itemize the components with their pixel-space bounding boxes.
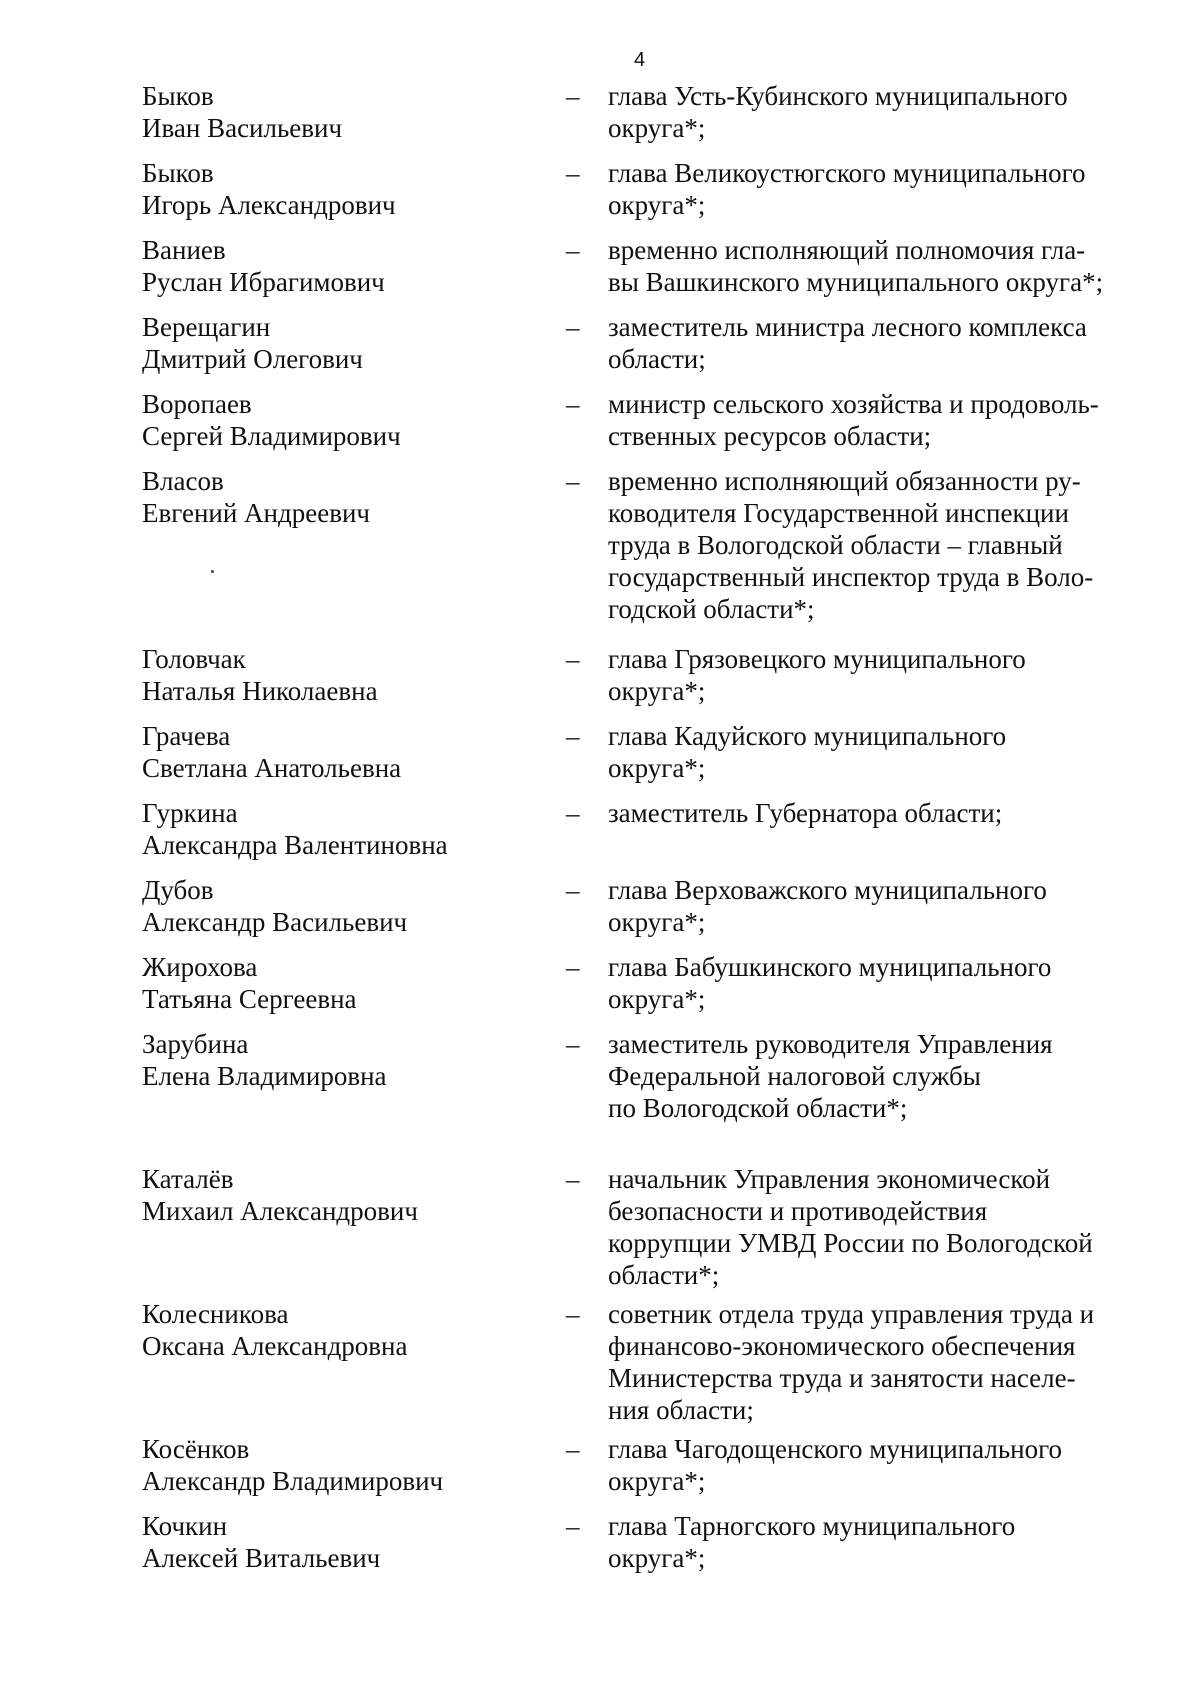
entry-dash: –: [566, 1434, 580, 1464]
member-role: [608, 80, 1148, 144]
scan-speck: [211, 570, 214, 573]
member-given-names: Александр Владимирович: [142, 1466, 444, 1496]
member-role: [608, 1028, 1148, 1124]
member-given-names: Александра Валентиновна: [142, 830, 448, 860]
member-name: [142, 874, 582, 938]
member-role-line: округа*;: [608, 190, 706, 220]
member-role: [608, 234, 1148, 298]
entry-dash: –: [566, 312, 580, 342]
member-surname: Кочкин: [142, 1511, 228, 1541]
entry-dash: –: [566, 389, 580, 419]
member-role: [608, 797, 1148, 829]
entry-dash: –: [566, 81, 580, 111]
member-role-line: Министерства труда и занятости населе-: [608, 1363, 1076, 1393]
member-role: [608, 951, 1148, 1015]
member-name: [142, 80, 582, 144]
member-role: [608, 643, 1148, 707]
member-surname: Верещагин: [142, 312, 271, 342]
entry-dash: –: [566, 798, 580, 828]
member-role-line: глава Верховажского муниципального: [608, 875, 1047, 905]
member-role-line: ственных ресурсов области;: [608, 421, 932, 451]
member-surname: Власов: [142, 466, 224, 496]
member-role-line: глава Великоустюгского муниципального: [608, 158, 1086, 188]
member-given-names: Алексей Витальевич: [142, 1543, 381, 1573]
member-role-line: глава Тарногского муниципального: [608, 1511, 1016, 1541]
member-role-line: глава Бабушкинского муниципального: [608, 952, 1052, 982]
page-number: 4: [634, 49, 646, 71]
entry-dash: –: [566, 1511, 580, 1541]
member-surname: Быков: [142, 81, 214, 111]
entry-dash: –: [566, 875, 580, 905]
member-role: [608, 1298, 1148, 1426]
member-role-line: труда в Вологодской области – главный: [608, 530, 1063, 560]
member-given-names: Александр Васильевич: [142, 907, 408, 937]
member-role-line: начальник Управления экономической: [608, 1164, 1051, 1194]
entry-dash: –: [566, 644, 580, 674]
member-given-names: Светлана Анатольевна: [142, 753, 402, 783]
member-role: [608, 311, 1148, 375]
member-name: [142, 1433, 582, 1497]
member-role-line: Федеральной налоговой службы: [608, 1061, 981, 1091]
member-surname: Гуркина: [142, 798, 238, 828]
member-surname: Быков: [142, 158, 214, 188]
member-role-line: глава Усть-Кубинского муниципального: [608, 81, 1068, 111]
member-name: [142, 1028, 582, 1092]
member-role-line: заместитель Губернатора области;: [608, 798, 1003, 828]
member-surname: Косёнков: [142, 1434, 250, 1464]
member-name: [142, 1298, 582, 1362]
member-name: [142, 643, 582, 707]
member-role-line: округа*;: [608, 984, 706, 1014]
member-given-names: Оксана Александровна: [142, 1331, 408, 1361]
member-given-names: Елена Владимировна: [142, 1061, 387, 1091]
member-role-line: советник отдела труда управления труда и: [608, 1299, 1095, 1329]
member-role-line: глава Кадуйского муниципального: [608, 721, 1007, 751]
entry-dash: –: [566, 721, 580, 751]
member-name: [142, 797, 582, 861]
entry-dash: –: [566, 1164, 580, 1194]
member-name: [142, 311, 582, 375]
member-role-line: временно исполняющий полномочия гла-: [608, 235, 1086, 265]
member-surname: Жирохова: [142, 952, 258, 982]
member-role-line: округа*;: [608, 1543, 706, 1573]
member-role-line: округа*;: [608, 907, 706, 937]
member-role: [608, 1163, 1148, 1291]
member-role-line: округа*;: [608, 1466, 706, 1496]
member-name: [142, 951, 582, 1015]
member-role-line: ния области;: [608, 1395, 754, 1425]
member-given-names: Наталья Николаевна: [142, 676, 378, 706]
member-given-names: Дмитрий Олегович: [142, 344, 363, 374]
member-role: [608, 157, 1148, 221]
member-name: [142, 465, 582, 529]
member-role-line: по Вологодской области*;: [608, 1093, 908, 1123]
entry-dash: –: [566, 1029, 580, 1059]
member-role-line: коррупции УМВД России по Вологодской: [608, 1228, 1093, 1258]
member-role: [608, 1510, 1148, 1574]
member-surname: Зарубина: [142, 1029, 249, 1059]
member-surname: Дубов: [142, 875, 214, 905]
member-role: [608, 720, 1148, 784]
member-role-line: заместитель руководителя Управления: [608, 1029, 1053, 1059]
member-role: [608, 1433, 1148, 1497]
member-name: [142, 1163, 582, 1227]
entry-dash: –: [566, 952, 580, 982]
member-role-line: безопасности и противодействия: [608, 1196, 988, 1226]
member-name: [142, 720, 582, 784]
member-given-names: Татьяна Сергеевна: [142, 984, 357, 1014]
member-given-names: Иван Васильевич: [142, 113, 343, 143]
entry-dash: –: [566, 1299, 580, 1329]
member-role: [608, 465, 1148, 625]
member-role-line: глава Чагодощенского муниципального: [608, 1434, 1062, 1464]
member-surname: Воропаев: [142, 389, 252, 419]
member-name: [142, 234, 582, 298]
member-role-line: округа*;: [608, 113, 706, 143]
member-role-line: округа*;: [608, 753, 706, 783]
member-role-line: финансово-экономического обеспечения: [608, 1331, 1076, 1361]
member-role-line: округа*;: [608, 676, 706, 706]
member-surname: Головчак: [142, 644, 246, 674]
member-role-line: ководителя Государственной инспекции: [608, 498, 1069, 528]
entry-dash: –: [566, 235, 580, 265]
member-surname: Грачева: [142, 721, 231, 751]
member-role-line: министр сельского хозяйства и продоволь-: [608, 389, 1099, 419]
member-role-line: области*;: [608, 1260, 720, 1290]
member-role-line: глава Грязовецкого муниципального: [608, 644, 1026, 674]
member-name: [142, 157, 582, 221]
member-name: [142, 388, 582, 452]
member-role-line: временно исполняющий обязанности ру-: [608, 466, 1081, 496]
member-role: [608, 874, 1148, 938]
member-given-names: Сергей Владимирович: [142, 421, 401, 451]
member-name: [142, 1510, 582, 1574]
member-role-line: государственный инспектор труда в Воло-: [608, 562, 1094, 592]
member-role-line: заместитель министра лесного комплекса: [608, 312, 1087, 342]
entry-dash: –: [566, 466, 580, 496]
member-given-names: Евгений Андреевич: [142, 498, 370, 528]
member-given-names: Игорь Александрович: [142, 190, 396, 220]
member-surname: Колесникова: [142, 1299, 289, 1329]
member-surname: Каталёв: [142, 1164, 234, 1194]
member-surname: Ваниев: [142, 235, 226, 265]
member-role: [608, 388, 1148, 452]
member-given-names: Михаил Александрович: [142, 1196, 418, 1226]
member-role-line: области;: [608, 344, 706, 374]
member-given-names: Руслан Ибрагимович: [142, 267, 385, 297]
entry-dash: –: [566, 158, 580, 188]
member-role-line: вы Вашкинского муниципального округа*;: [608, 267, 1104, 297]
member-role-line: годской области*;: [608, 594, 815, 624]
